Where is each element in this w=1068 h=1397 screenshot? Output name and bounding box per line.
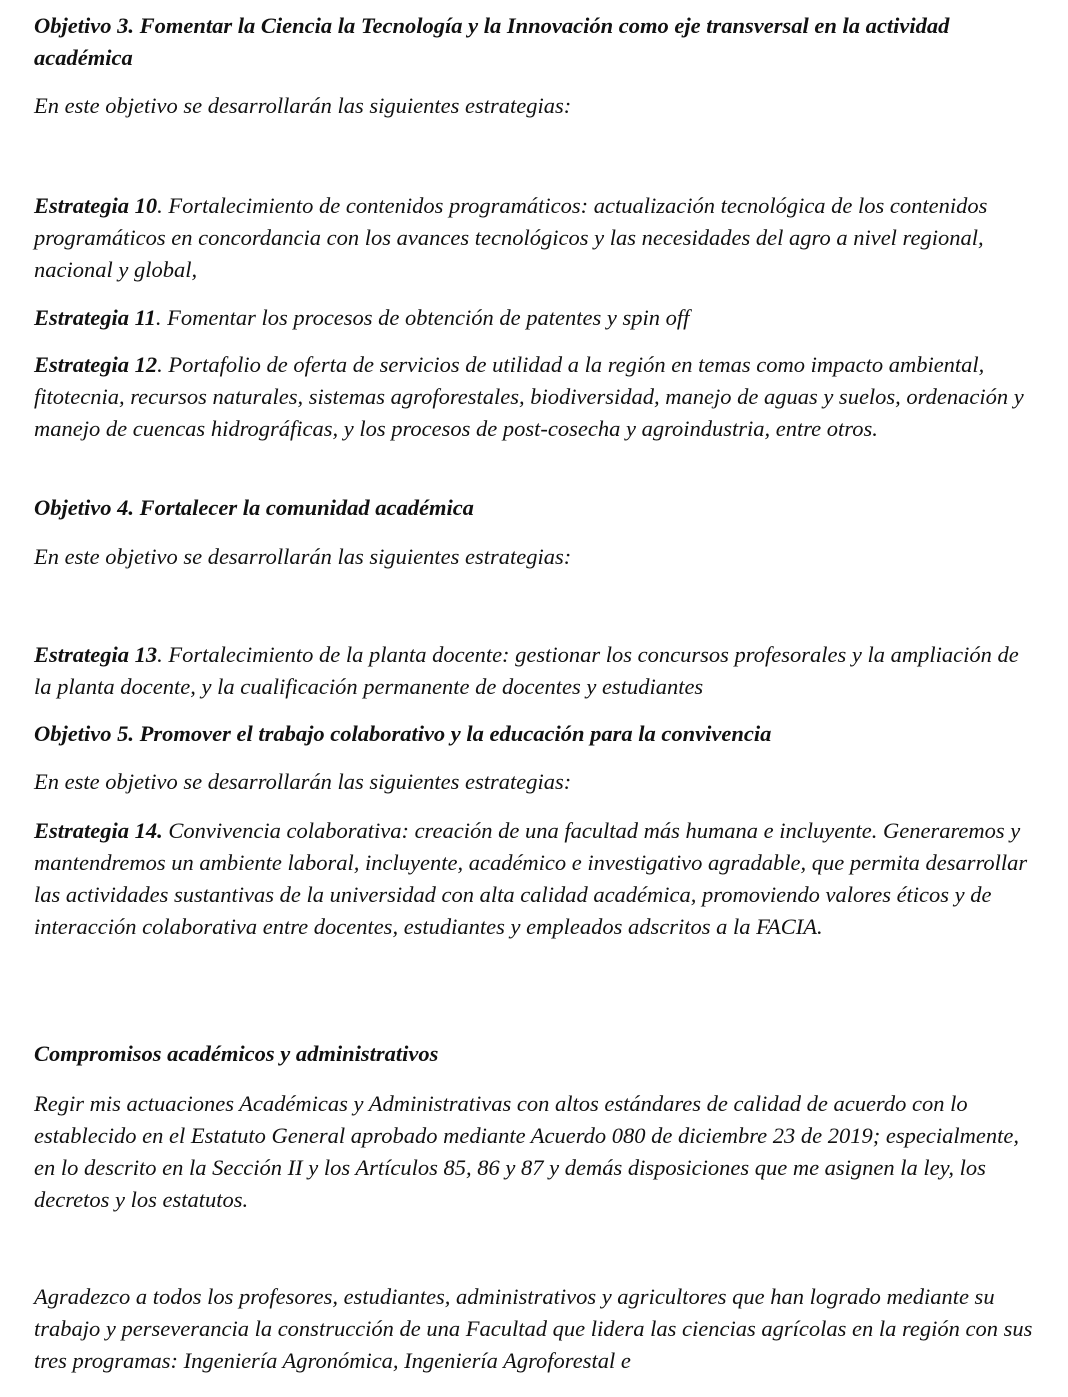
commitments-text: Regir mis actuaciones Académicas y Administrativas con altos estándares de calidad de acuerdo con lo establecido en el Estatuto General aprobado mediante Acuerdo 080 de diciembre 23 de 2019; especialmente, en lo descrito en la Sección II y los Artículos 85, 86 y 87 y demás disposiciones que me asignen la ley, los decretos y los estatutos. [34,1091,1019,1212]
strategy-14-label: Estrategia 14. [34,818,163,843]
acknowledgement-text: Agradezco a todos los profesores, estudiantes, administrativos y agricultores que han logrado mediante su trabajo y perseverancia la construcción de una Facultad que lidera las ciencias agrícolas en la región con sus tres programas: Ingeniería Agronómica, Ingeniería Agroforestal e [34,1284,1033,1373]
commitments-title: Compromisos académicos y administrativos [34,1041,439,1066]
strategy-13 [34,639,1034,703]
strategy-11-text: . Fomentar los procesos de obtención de patentes y spin off [155,305,690,330]
strategy-14-text: Convivencia colaborativa: creación de una facultad más humana e incluyente. Generaremos y mantendremos un ambiente laboral, incluyente, académico e investigativo agradable, que permita desarrollar las actividades sustantivas de la universidad con alta calidad académica, promoviendo valores éticos y de interacción colaborativa entre docentes, estudiantes y empleados adscritos a la FACIA. [34,818,1028,939]
objective-4-intro: En este objetivo se desarrollarán las siguientes estrategias: [34,544,572,569]
strategy-14 [34,815,1034,943]
strategy-12 [34,349,1034,445]
objective-3-intro: En este objetivo se desarrollarán las siguientes estrategias: [34,93,572,118]
strategy-10 [34,190,1034,286]
strategy-12-text: . Portafolio de oferta de servicios de utilidad a la región en temas como impacto ambiental, fitotecnia, recursos naturales, sistemas agroforestales, biodiversidad, manejo de aguas y suelos, ordenación y manejo de cuencas hidrográficas, y los procesos de post-cosecha y agroindustria, entre otros. [34,352,1024,441]
strategy-10-label: Estrategia 10 [34,193,158,218]
objective-5-title: Objetivo 5. Promover el trabajo colaborativo y la educación para la convivencia [34,721,772,746]
objective-3-title: Objetivo 3. Fomentar la Ciencia la Tecnología y la Innovación como eje transversal en la actividad académica [34,13,950,70]
objective-4-title: Objetivo 4. Fortalecer la comunidad académica [34,495,474,520]
strategy-10-text: . Fortalecimiento de contenidos programáticos: actualización tecnológica de los contenidos programáticos en concordancia con los avances tecnológicos y las necesidades del agro a nivel regional, nacional y global, [34,193,988,282]
strategy-12-label: Estrategia 12 [34,352,158,377]
strategy-13-text: . Fortalecimiento de la planta docente: gestionar los concursos profesorales y la ampliación de la planta docente, y la cualificación permanente de docentes y estudiantes [34,642,1019,699]
strategy-13-label: Estrategia 13 [34,642,158,667]
objective-5-intro: En este objetivo se desarrollarán las siguientes estrategias: [34,769,572,794]
strategy-11-label: Estrategia 11 [34,305,156,330]
strategy-11 [34,302,1034,334]
